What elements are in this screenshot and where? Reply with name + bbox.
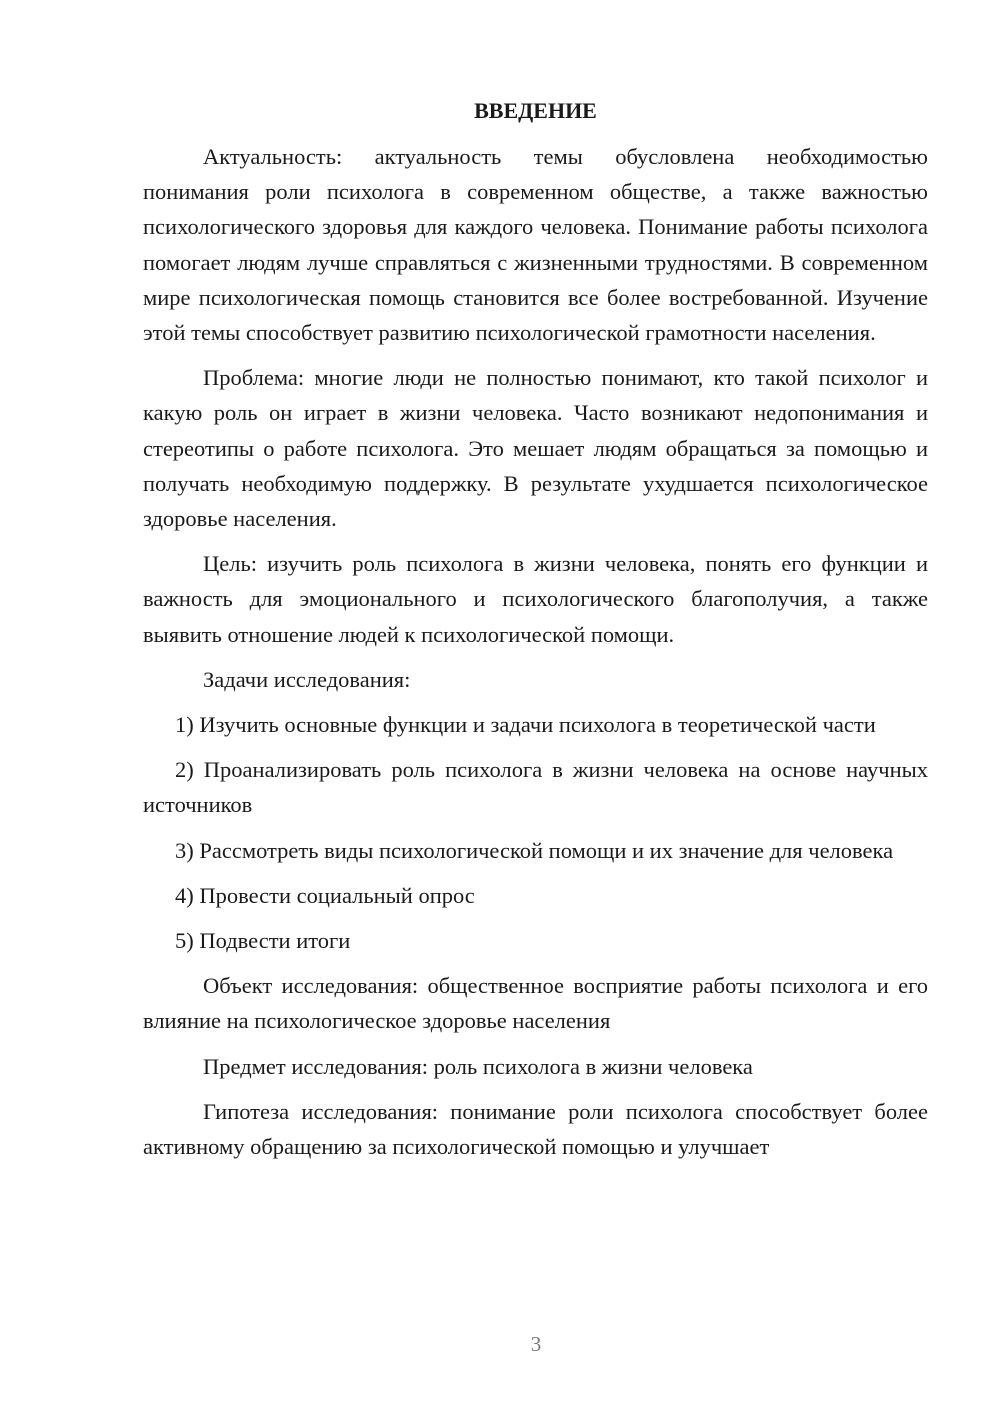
task-item: 2) Проанализировать роль психолога в жизни человека на основе научных источников [143, 757, 928, 818]
object-paragraph: Объект исследования: общественное восприятие работы психолога и его влияние на психологическое здоровье населения [143, 973, 928, 1034]
hypothesis-paragraph: Гипотеза исследования: понимание роли психолога способствует более активному обращению за психологической помощью и улучшает [143, 1098, 928, 1160]
document-body [143, 96, 928, 1174]
task-item: 3) Рассмотреть виды психологической помощи и их значение для человека [175, 837, 894, 863]
task-item: 4) Провести социальный опрос [175, 882, 475, 908]
tasks-title: Задачи исследования: [203, 666, 411, 692]
task-item: 5) Подвести итоги [175, 928, 351, 954]
goal-paragraph: Цель: изучить роль психолога в жизни человека, понять его функции и важность для эмоционального и психологического благополучия, а также выявить отношение людей к психологической помощи. [143, 551, 928, 647]
subject-paragraph: Предмет исследования: роль психолога в жизни человека [203, 1053, 753, 1079]
page-number: 3 [530, 1332, 542, 1356]
relevance-paragraph: Актуальность: актуальность темы обусловлена необходимостью понимания роли психолога в современном обществе, а также важностью психологического здоровья для каждого человека. Понимание работы психолога помогает людям лучше справляться с жизненными трудностями. В современном мире психологическая помощь становится все более востребованной. Изучение этой темы способствует развитию психологической грамотности населения. [143, 144, 928, 346]
problem-paragraph: Проблема: многие люди не полностью понимают, кто такой психолог и какую роль он играет в жизни человека. Часто возникают недопонимания и стереотипы о работе психолога. Это мешает людям обращаться за помощью и получать необходимую поддержку. В результате ухудшается психологическое здоровье населения. [143, 365, 928, 532]
task-item: 1) Изучить основные функции и задачи психолога в теоретической части [175, 712, 876, 738]
section-heading: ВВЕДЕНИЕ [474, 98, 597, 123]
